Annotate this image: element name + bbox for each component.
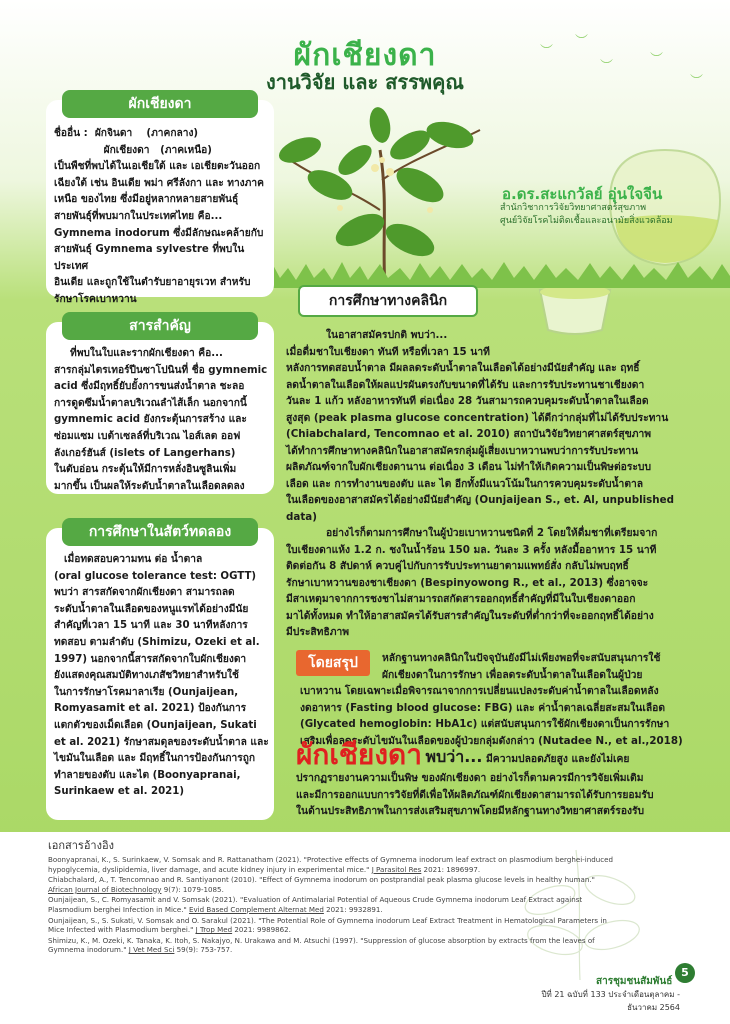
reference-citation: 59(9): 753-757. — [174, 945, 233, 955]
clinical-text — [286, 327, 706, 641]
page-subtitle: งานวิจัย และ สรรพคุณ — [266, 70, 464, 94]
text-line: มากขึ้น เป็นผลให้ระดับน้ำตาลในเลือดลดลง — [54, 480, 245, 492]
page-number: 5 — [675, 963, 695, 983]
text-line: รักษาโรคเบาหวาน — [54, 293, 137, 305]
text-line: เมื่อทดสอบความทน ต่อ น้ำตาล — [64, 554, 203, 565]
text-line: เป็นพืชที่พบได้ในเอเชียใต้ และ เอเชียตะวันออก — [54, 161, 261, 173]
bird-icon: ︶ — [650, 52, 664, 67]
text-line: ยังแสดงคุณสมบัติทางเภสัชวิทยาสำหรับใช้ — [54, 670, 239, 682]
reference-item — [48, 875, 618, 894]
summary-text — [300, 650, 710, 749]
text-line: เลือด และ การทำงานของตับ และ ไต อีกทั้งมีแนวโน้มในการควบคุมระดับน้ำตาล — [286, 477, 644, 490]
text-line: (Chiabchalard, Tencomnao et al. 2010) สถาบันวิจัยวิทยาศาสตร์สุขภาพ — [286, 428, 652, 440]
text-line: หลังการทดสอบน้ำตาล มีผลลดระดับน้ำตาลในเลือดได้อย่างมีนัยสำคัญ และ ฤทธิ์ — [286, 362, 640, 374]
magazine-name: สารชุมชนสัมพันธ์ — [596, 976, 673, 987]
text-line: ทดสอบ ตามลำดับ (Shimizu, Ozeki et al. — [54, 636, 260, 648]
text-line: มีสาเหตุมาจากการชงชาไม่สามารถสกัดสารออกฤทธิ์สำคัญที่มีในใบเชียงดาออก — [286, 593, 636, 605]
reference-item — [48, 936, 618, 955]
text-line: 1997) นอกจากนี้สารสกัดจากใบผักเชียงดา — [54, 653, 247, 665]
bird-icon: ︶ — [575, 34, 589, 49]
text-line: (Glycated hemoglobin: HbA1c) แต่สนับสนุนการใช้ผักเชียงดาเป็นการรักษา — [300, 718, 670, 730]
text-line: สายพันธุ์ Gymnema sylvestre ที่พบในประเทศ — [54, 244, 245, 272]
summary-tag: โดยสรุป — [296, 650, 370, 676]
box-animal-study-text — [54, 552, 269, 801]
text-line: ในอาสาสมัครปกติ พบว่า... — [326, 329, 448, 341]
text-line: ใบเชียงดาแห้ง 1.2 ก. ชงในน้ำร้อน 150 มล. วันละ 3 ครั้ง หลังมื้ออาหาร 15 นาที — [286, 543, 657, 556]
grass-decoration — [250, 258, 730, 288]
reference-journal: African Journal of Biotechnology — [48, 884, 162, 894]
text-line: Surinkaew et al. 2021) — [54, 786, 184, 798]
text-line: ผักเชียงดาในการรักษา เพื่อลดระดับน้ำตาลในเลือดในผู้ป่วย — [382, 668, 643, 681]
text-line: ลังเกอร์ฮันส์ (islets of Langerhans) — [54, 447, 236, 459]
reference-text: Ounjaijean, S., S. Sukati, V. Somsak and O. Sarakul (2021). "The Potential Role of Gymnema inodorum Leaf Extract Treatment in Hematological Parameters in Mice Infected with Plasmodium berghei." — [48, 915, 607, 935]
box-plant-info-heading: ผักเชียงดา — [62, 90, 258, 118]
text-line: สารกลุ่มไตรเทอร์ปีนซาโปนินที่ ชื่อ gymnemic — [54, 364, 268, 376]
text-line: et al. 2021) รักษาสมดุลของระดับน้ำตาล และ — [54, 736, 269, 748]
box-active-compounds-text — [54, 346, 269, 495]
bird-icon: ︶ — [690, 74, 704, 89]
text-line: มีประสิทธิภาพ — [286, 626, 350, 638]
reference-citation: 2021: 9989862. — [232, 925, 291, 935]
reference-text: Chiabchalard, A., T. Tencomnao and R. Santiyanont (2010). "Effect of Gymnema inodorum on postprandial peak plasma glucose levels in healthy human." — [48, 875, 595, 885]
text-line: Romyasamit et al. 2021) ป้องกันการ — [54, 703, 247, 715]
reference-item — [48, 916, 618, 935]
box-active-compounds-heading: สารสำคัญ — [62, 312, 258, 340]
text-line: งดอาหาร (Fasting blood glucose: FBG) และ ค่าน้ำตาลเฉลี่ยสะสมในเลือด — [300, 701, 666, 714]
reference-citation: 9(7): 1079-1085. — [161, 884, 224, 894]
reference-journal: J Parasitol Res — [371, 864, 422, 874]
text-line: ผักเชียงดา (ภาคเหนือ) — [54, 144, 212, 156]
page-title: ผักเชียงดา — [293, 38, 437, 73]
text-line: เฉียงใต้ เช่น อินเดีย พม่า ศรีลังกา และ ทางภาค — [54, 177, 264, 189]
text-line: Gymnema inodorum ซึ่งมีลักษณะคล้ายกับ — [54, 227, 264, 239]
box-animal-study-heading: การศึกษาในสัตว์ทดลอง — [62, 518, 258, 546]
text-line: เมื่อดื่มชาใบเชียงดา ทันที หรือที่เวลา 15 นาที — [286, 345, 490, 358]
text-line: สายพันธุ์ที่พบมากในประเทศไทย คือ... — [54, 210, 223, 222]
text-line: ในด้านประสิทธิภาพในการส่งเสริมสุขภาพโดยมีหลักฐานทางวิทยาศาสตร์รองรับ — [296, 805, 645, 817]
box-plant-info-text — [54, 126, 269, 309]
author-affiliation-line: สำนักวิชาการวิจัยวิทยาศาสตร์สุขภาพ — [500, 203, 647, 213]
text-line: สูงสุด (peak plasma glucose concentration) ได้ดีกว่ากลุ่มที่ไม่ได้รับประทาน — [286, 411, 669, 424]
text-line: ในเลือดของอาสาสมัครได้อย่างมีนัยสำคัญ (Ounjaijean S., et. Al, unpublished data) — [286, 494, 674, 523]
references-list — [48, 855, 618, 956]
text-line: ในตับอ่อน กระตุ้นให้มีการหลั่งอินซูลินเพิ่ม — [54, 464, 237, 476]
reference-item — [48, 895, 618, 914]
text-line: ได้ทำการศึกษาทางคลินิกในอาสาสมัครกลุ่มผู้เสี่ยงเบาหวานพบว่าการรับประทาน — [286, 444, 639, 457]
text-line: เสริมเพื่อลดระดับไขมันในเลือดของผู้ป่วยกลุ่มดังกล่าว (Nutadee N., et al.,2018) — [300, 734, 683, 747]
references-title: เอกสารอ้างอิง — [48, 839, 114, 852]
text-line: และมีการออกแบบการวิจัยที่ดีเพื่อให้ผลิตภัณฑ์ผักเชียงดาสามารถได้รับการยอมรับ — [296, 788, 654, 801]
text-line: แตกตัวของเม็ดเลือด (Ounjaijean, Sukati — [54, 719, 257, 731]
bird-icon: ︶ — [600, 59, 614, 74]
text-line: ทำลายของตับ และไต (Boonyapranai, — [54, 769, 241, 781]
text-line: ผลิตภัณฑ์จากใบผักเชียงดานาน ต่อเนื่อง 3 เดือน ไม่ทำให้เกิดความเป็นพิษต่อระบบ — [286, 461, 651, 473]
clinical-heading: การศึกษาทางคลินิก — [298, 285, 478, 317]
text-line: ที่พบในใบและรากผักเชียงดา คือ... — [70, 348, 223, 359]
text-line: การดูดซึมน้ำตาลบริเวณลำไส้เล็ก นอกจากนี้ — [54, 397, 247, 409]
text-line: พบว่า สารสกัดจากผักเชียงดา สามารถลด — [54, 587, 235, 599]
text-line: ชื่ออื่น : ผักจินดา (ภาคกลาง) — [54, 128, 199, 139]
text-line: ซ่อมแซม เบต้าเซลล์ที่บริเวณ ไอส์เลต ออฟ — [54, 430, 241, 442]
reference-text: Shimizu, K., M. Ozeki, K. Tanaka, K. Itoh, S. Nakajyo, N. Urakawa and M. Atsuchi (1997). "Suppression of glucose absorption by extracts from the leaves of Gymnema inodorum." — [48, 935, 595, 955]
reference-citation: 2021: 1896997. — [421, 864, 481, 874]
text-line: เบาหวาน โดยเฉพาะเมื่อพิจารณาจากการเปลี่ยนแปลงระดับค่าน้ำตาลในเลือดหลัง — [300, 685, 659, 697]
text-line: ปรากฏรายงานความเป็นพิษ ของผักเชียงดา อย่างไรก็ตามควรมีการวิจัยเพิ่มเติม — [296, 772, 644, 784]
text-line: ลดน้ำตาลในเลือดให้ผลแปรผันตรงกับขนาดที่ได้รับ และการรับประทานชาเชียงดา — [286, 378, 645, 391]
text-line: อย่างไรก็ตามการศึกษาในผู้ป่วยเบาหวานชนิดที่ 2 โดยให้ดื่มชาที่เตรียมจาก — [326, 527, 658, 539]
text-line: เหนือ ของไทย ซึ่งมีอยู่หลากหลายสายพันธุ์ — [54, 194, 239, 206]
text-line: ระดับน้ำตาลในเลือดของหนูแรทได้อย่างมีนัย — [54, 603, 249, 615]
text-line: มีความปลอดภัยสูง และยังไม่เคย — [486, 753, 630, 765]
text-line: (oral glucose tolerance test: OGTT) — [54, 570, 257, 582]
reference-text: Boonyapranai, K., S. Surinkaew, V. Somsak and R. Rattanatham (2021). "Protective effects of Gymnema inodorum leaf extract on plasmodium berghei-induced hypoglycemia, dyslipidemia, liver damage, and acute kidney injury in experimental mice." — [48, 855, 613, 874]
text-line: ติดต่อกัน 8 สัปดาห์ ควบคู่ไปกับการรับประทานยาตามแพทย์สั่ง กลับไม่พบฤทธิ์ — [286, 560, 629, 572]
text-line: มาได้ทั้งหมด ทำให้อาสาสมัครได้รับสารสำคัญในระดับที่ต่ำกว่าที่จะออกฤทธิ์ได้อย่าง — [286, 609, 654, 622]
text-line: สำคัญที่เวลา 15 นาที และ 30 นาทีหลังการ — [54, 620, 248, 632]
reference-journal: J Trop Med — [195, 925, 233, 935]
text-line: acid ซึ่งมีฤทธิ์ยับยั้งการขนส่งน้ำตาล ชะลอ — [54, 381, 245, 393]
conclusion-lead: พบว่า... — [425, 747, 483, 766]
text-line: หลักฐานทางคลินิกในปัจจุบันยังมีไม่เพียงพอที่จะสนับสนุนการใช้ — [382, 652, 661, 664]
conclusion-text — [296, 740, 716, 820]
author-affiliation-line: ศูนย์วิจัยโรคไม่ติดเชื้อและอนามัยสิ่งแวดล้อม — [500, 216, 673, 226]
reference-citation: 2021: 9932891. — [323, 904, 383, 914]
text-line: อินเดีย และถูกใช้ในตำรับยาอายุรเวท สำหรับ — [54, 277, 251, 289]
text-line: วันละ 1 แก้ว หลังอาหารทันที ต่อเนื่อง 28 วันสามารถควบคุมระดับน้ำตาลในเลือด — [286, 395, 649, 407]
reference-journal: Evid Based Complement Alternat Med — [188, 904, 324, 914]
bird-icon: ︶ — [540, 44, 554, 59]
text-line: ไขมันในเลือด และ มีฤทธิ์ในการป้องกันการถูก — [54, 753, 256, 765]
conclusion-first-line — [296, 740, 716, 770]
author-affiliation — [500, 202, 700, 228]
text-line: gymnemic acid ยังกระตุ้นการสร้าง และ — [54, 414, 247, 426]
reference-item — [48, 855, 618, 874]
issue-info: ปีที่ 21 ฉบับที่ 133 ประจำเดือนตุลาคม - ธันวาคม 2564 — [541, 990, 680, 1012]
author-name: อ.ดร.สะแกวัลย์ อุ่นใจจีน — [502, 185, 663, 203]
reference-text: Ounjaijean, S., C. Romyasamit and V. Somsak (2021). "Evaluation of Antimalarial Potential of Aqueous Crude Gymnema inodorum Leaf Extract against Plasmodium berghei Infection in Mice." — [48, 895, 583, 914]
text-line: ในการรักษาโรคมาลาเรีย (Ounjaijean, — [54, 686, 239, 698]
conclusion-highlight: ผักเชียงดา — [296, 738, 422, 771]
reference-journal: J Vet Med Sci — [128, 945, 175, 955]
text-line: รักษาเบาหวานของชาเชียงดา (Bespinyowong R., et al., 2013) ซึ่งอาจจะ — [286, 576, 649, 589]
